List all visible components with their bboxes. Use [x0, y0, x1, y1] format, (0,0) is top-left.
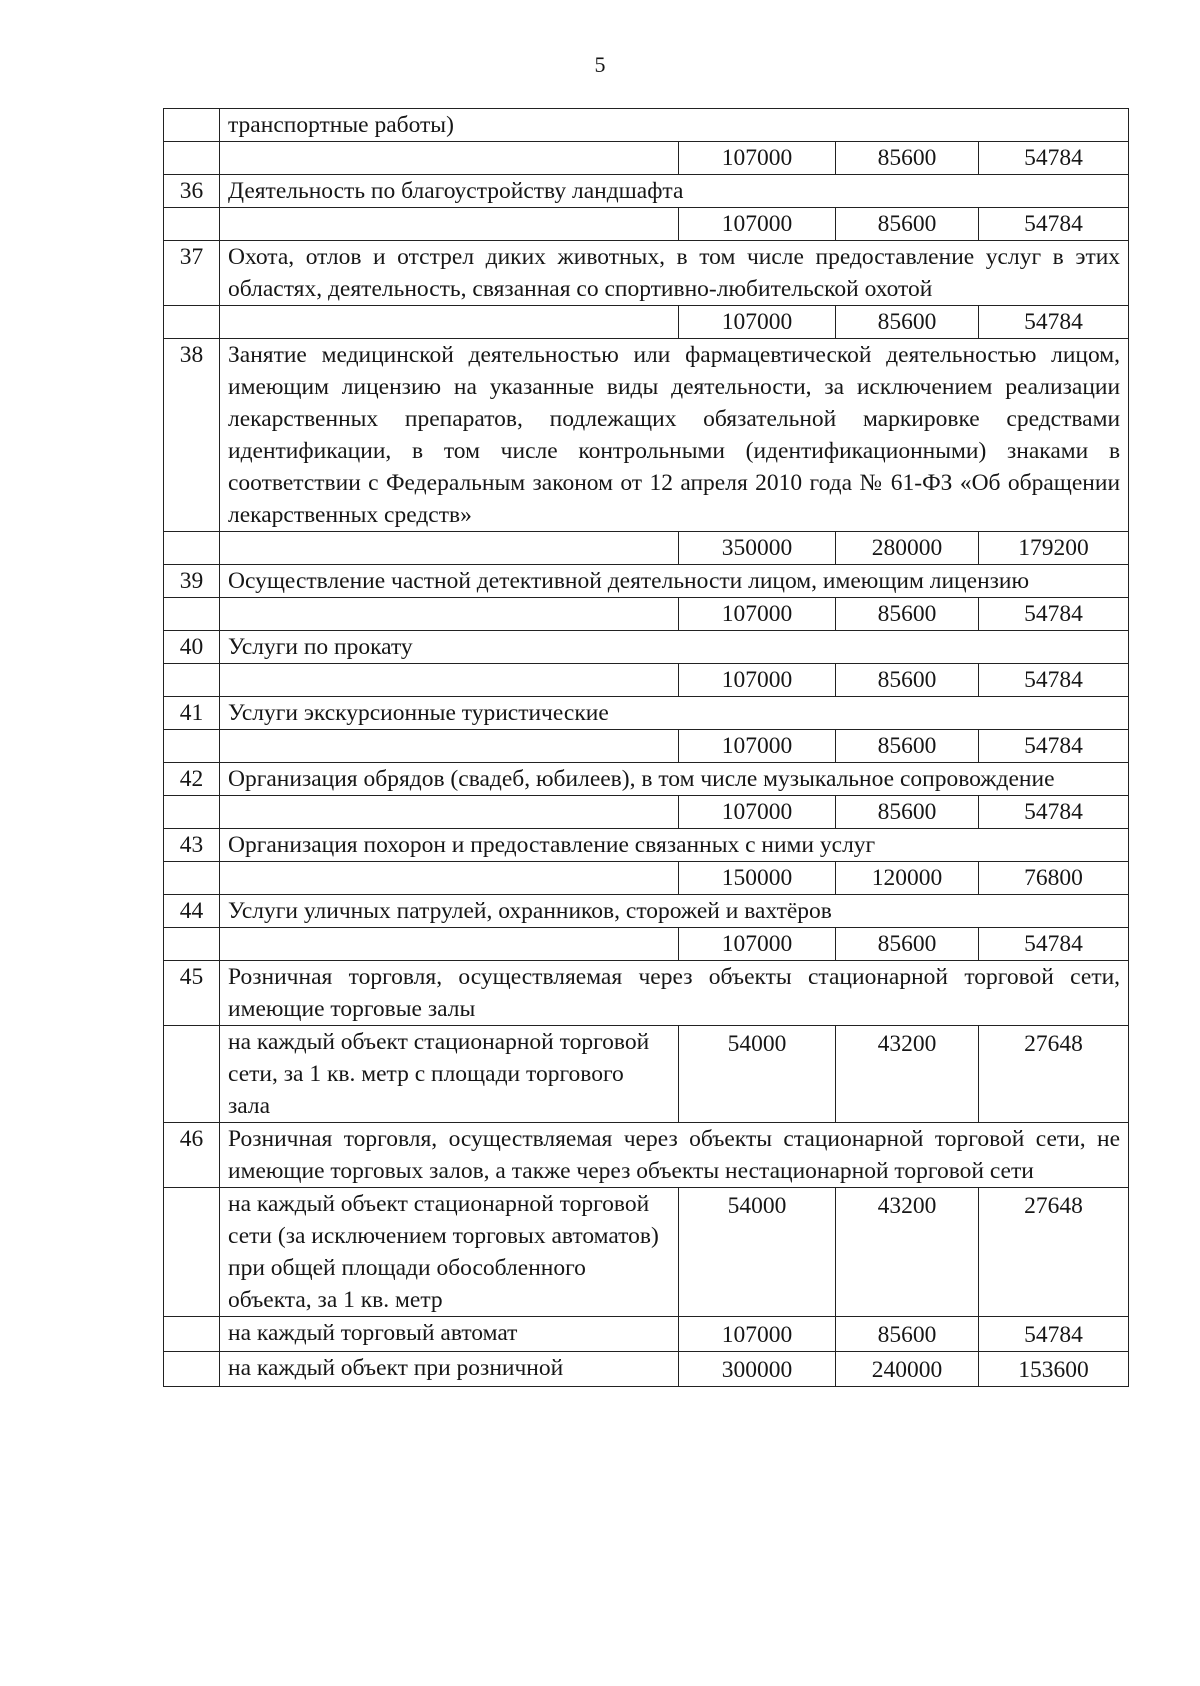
row-number: 36 [164, 175, 220, 208]
activity-description: транспортные работы) [220, 109, 1129, 142]
table-row [164, 664, 1129, 697]
table-row [164, 631, 1129, 664]
rate-value: 85600 [836, 142, 979, 175]
rate-value: 43200 [836, 1026, 979, 1123]
empty-cell [164, 142, 220, 175]
rate-value: 76800 [979, 862, 1129, 895]
table-row [164, 598, 1129, 631]
empty-cell [164, 598, 220, 631]
rate-value: 54784 [979, 730, 1129, 763]
rate-value: 107000 [679, 928, 836, 961]
table-row [164, 1026, 1129, 1123]
empty-cell [164, 1317, 220, 1352]
empty-cell [164, 664, 220, 697]
rate-value: 150000 [679, 862, 836, 895]
row-number: 46 [164, 1123, 220, 1188]
rate-value: 27648 [979, 1026, 1129, 1123]
activity-description: Услуги уличных патрулей, охранников, сторожей и вахтёров [220, 895, 1129, 928]
rate-value: 107000 [679, 730, 836, 763]
table-body [164, 109, 1129, 1387]
empty-cell [164, 1026, 220, 1123]
empty-cell [220, 142, 679, 175]
empty-cell [220, 730, 679, 763]
activity-description: Охота, отлов и отстрел диких животных, в том числе предоставление услуг в этих областях, деятельность, связанная со спортивно-любительской охотой [220, 241, 1129, 306]
rate-value: 120000 [836, 862, 979, 895]
rate-value: 54784 [979, 598, 1129, 631]
table-row [164, 241, 1129, 306]
rate-value: 85600 [836, 928, 979, 961]
rate-value: 54784 [979, 306, 1129, 339]
rate-value: 85600 [836, 598, 979, 631]
activity-description: Услуги по прокату [220, 631, 1129, 664]
table-row [164, 961, 1129, 1026]
rate-value: 107000 [679, 208, 836, 241]
rate-value: 280000 [836, 532, 979, 565]
table-row [164, 763, 1129, 796]
rate-value: 54784 [979, 208, 1129, 241]
empty-cell [220, 664, 679, 697]
row-number: 45 [164, 961, 220, 1026]
table-row [164, 1352, 1129, 1387]
sub-description: на каждый объект стационарной торговой сети (за исключением торговых автоматов) при общей площади обособленного объекта, за 1 кв. метр [220, 1188, 679, 1317]
empty-cell [220, 306, 679, 339]
table-row [164, 1188, 1129, 1317]
rate-value: 107000 [679, 598, 836, 631]
empty-cell [164, 928, 220, 961]
empty-cell [164, 208, 220, 241]
rate-value: 43200 [836, 1188, 979, 1317]
rate-value: 85600 [836, 306, 979, 339]
table-row [164, 109, 1129, 142]
empty-cell [220, 598, 679, 631]
rate-value: 153600 [979, 1352, 1129, 1387]
row-number: 38 [164, 339, 220, 532]
row-number: 41 [164, 697, 220, 730]
rate-value: 54784 [979, 664, 1129, 697]
table-row [164, 829, 1129, 862]
row-number: 44 [164, 895, 220, 928]
rate-value: 179200 [979, 532, 1129, 565]
rate-value: 85600 [836, 208, 979, 241]
activity-description: Организация обрядов (свадеб, юбилеев), в том числе музыкальное сопровождение [220, 763, 1129, 796]
table-row [164, 862, 1129, 895]
rate-value: 85600 [836, 1317, 979, 1352]
table-row [164, 1317, 1129, 1352]
rate-value: 54784 [979, 1317, 1129, 1352]
activity-description: Услуги экскурсионные туристические [220, 697, 1129, 730]
table-row [164, 730, 1129, 763]
empty-cell [220, 928, 679, 961]
rate-value: 107000 [679, 664, 836, 697]
sub-description: на каждый объект при розничной [220, 1352, 679, 1387]
page-number: 5 [594, 52, 606, 77]
empty-cell [220, 208, 679, 241]
activity-description: Деятельность по благоустройству ландшафта [220, 175, 1129, 208]
empty-cell [164, 1188, 220, 1317]
rate-value: 54784 [979, 796, 1129, 829]
rate-value: 107000 [679, 142, 836, 175]
row-number: 40 [164, 631, 220, 664]
row-number: 43 [164, 829, 220, 862]
rate-value: 85600 [836, 796, 979, 829]
table-row [164, 142, 1129, 175]
sub-description: на каждый объект стационарной торговой сети, за 1 кв. метр с площади торгового зала [220, 1026, 679, 1123]
activity-description: Розничная торговля, осуществляемая через объекты стационарной торговой сети, не имеющие торговых залов, а также через объекты нестационарной торговой сети [220, 1123, 1129, 1188]
table-row [164, 895, 1129, 928]
table-row [164, 175, 1129, 208]
table-row [164, 1123, 1129, 1188]
row-number: 39 [164, 565, 220, 598]
empty-cell [220, 862, 679, 895]
empty-cell [164, 1352, 220, 1387]
rate-value: 54000 [679, 1188, 836, 1317]
tax-rates-table [163, 108, 1129, 1387]
rate-value: 85600 [836, 730, 979, 763]
row-number: 42 [164, 763, 220, 796]
empty-cell [220, 532, 679, 565]
table-row [164, 339, 1129, 532]
empty-cell [164, 532, 220, 565]
rate-value: 85600 [836, 664, 979, 697]
rate-value: 54784 [979, 142, 1129, 175]
sub-description: на каждый торговый автомат [220, 1317, 679, 1352]
table-row [164, 796, 1129, 829]
table-row [164, 565, 1129, 598]
rate-value: 27648 [979, 1188, 1129, 1317]
activity-description: Розничная торговля, осуществляемая через объекты стационарной торговой сети, имеющие торговые залы [220, 961, 1129, 1026]
empty-cell [164, 862, 220, 895]
table-row [164, 697, 1129, 730]
rate-value: 54000 [679, 1026, 836, 1123]
row-number: 37 [164, 241, 220, 306]
rate-value: 350000 [679, 532, 836, 565]
rate-value: 300000 [679, 1352, 836, 1387]
empty-cell [164, 796, 220, 829]
activity-description: Осуществление частной детективной деятельности лицом, имеющим лицензию [220, 565, 1129, 598]
table-row [164, 928, 1129, 961]
rate-value: 107000 [679, 796, 836, 829]
empty-cell [164, 730, 220, 763]
table-row [164, 306, 1129, 339]
rate-value: 240000 [836, 1352, 979, 1387]
activity-description: Занятие медицинской деятельностью или фармацевтической деятельностью лицом, имеющим лицензию на указанные виды деятельности, за исключением реализации лекарственных препаратов, подлежащих обязательной маркировке средствами идентификации, в том числе контрольными (идентификационными) знаками в соответствии с Федеральным законом от 12 апреля 2010 года № 61-ФЗ «Об обращении лекарственных средств» [220, 339, 1129, 532]
empty-cell [164, 306, 220, 339]
empty-cell [220, 796, 679, 829]
table-row [164, 208, 1129, 241]
row-number [164, 109, 220, 142]
rate-value: 54784 [979, 928, 1129, 961]
rate-value: 107000 [679, 1317, 836, 1352]
table-row [164, 532, 1129, 565]
activity-description: Организация похорон и предоставление связанных с ними услуг [220, 829, 1129, 862]
rate-value: 107000 [679, 306, 836, 339]
